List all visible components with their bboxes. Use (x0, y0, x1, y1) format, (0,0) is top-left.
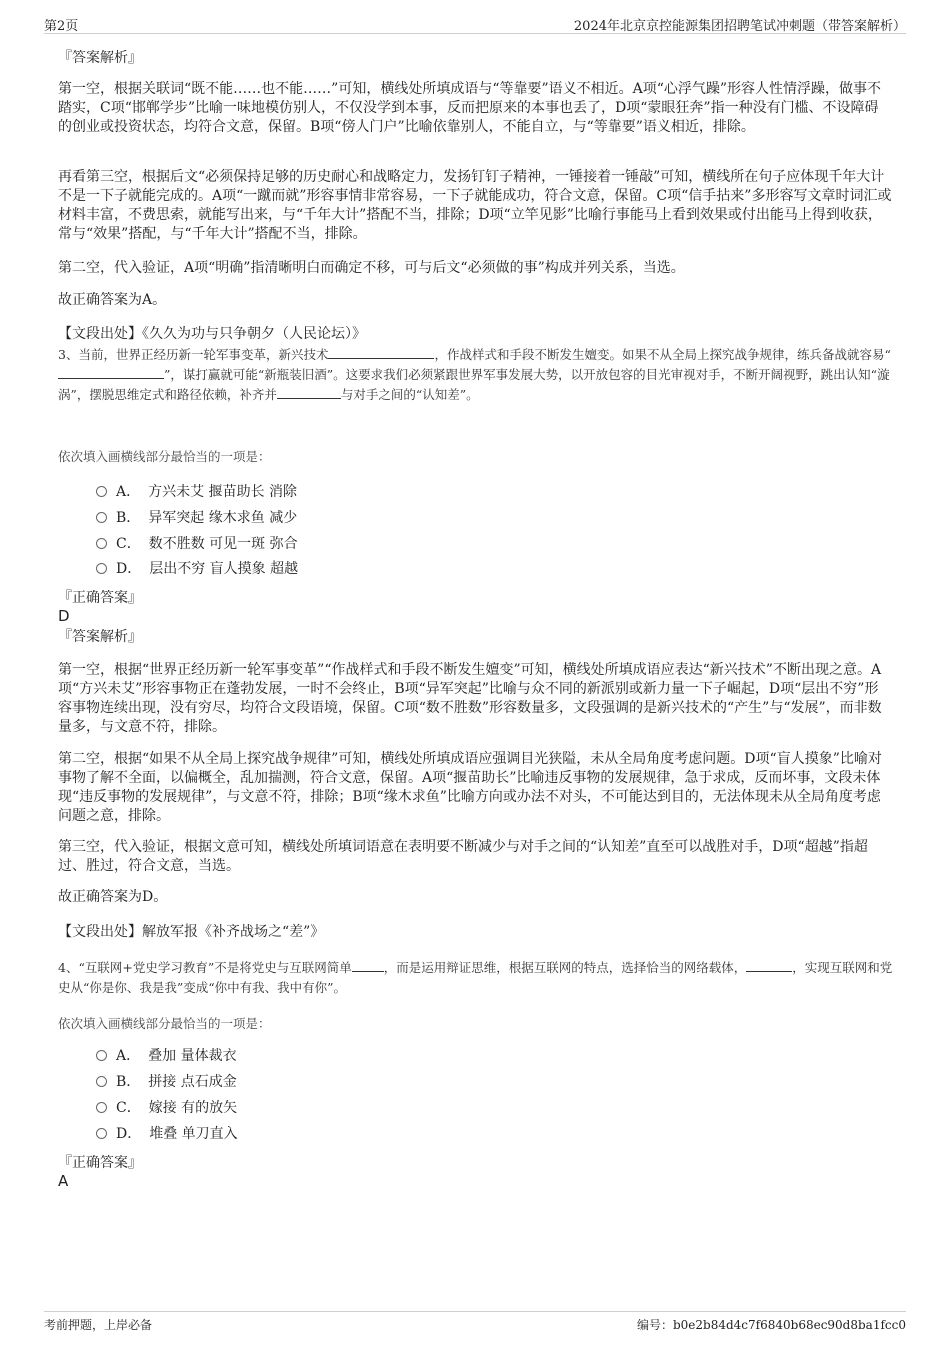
q4-option-a[interactable]: A． 叠加 量体裁衣 (96, 1046, 237, 1066)
radio-icon[interactable] (96, 486, 107, 497)
page-footer (44, 1311, 906, 1334)
radio-icon[interactable] (96, 1102, 107, 1113)
radio-icon[interactable] (96, 1076, 107, 1087)
radio-icon[interactable] (96, 563, 107, 574)
q3-analysis-label: 『答案解析』 (58, 629, 142, 645)
radio-icon[interactable] (96, 512, 107, 523)
document-code: 编号：b0e2b84d4c7f6840b68ec90d8ba1fcc0 (636, 1318, 906, 1332)
q3-answer: D (58, 607, 70, 625)
blank-2 (746, 959, 792, 972)
page-header (44, 13, 906, 34)
q2-analysis-label: 『答案解析』 (58, 50, 142, 66)
footer-slogan: 考前押题，上岸必备 (44, 1318, 153, 1332)
q3-source: 【文段出处】解放军报《补齐战场之“差”》 (58, 924, 325, 940)
q4-question-text: 4、“互联网+党史学习教育”不是将党史与互联网简单 ，而是运用辩证思维，根据互联网的特点，选择恰当的网络载体， ，实现互联网和党史从“你是你、我是我”变成“你中有我、我中有你”。 (58, 960, 893, 995)
q3-option-c[interactable]: C． 数不胜数 可见一斑 弥合 (96, 534, 298, 554)
q2-analysis-para-3: 第二空，代入验证，A项“明确”指清晰明白而确定不移，可与后文“必须做的事”构成并列关系，当选。 (58, 260, 685, 276)
q4-option-b[interactable]: B． 拼接 点石成金 (96, 1072, 237, 1092)
q2-source: 【文段出处】《久久为功与只争朝夕（人民论坛）》 (58, 326, 366, 342)
q3-option-a[interactable]: A． 方兴未艾 揠苗助长 消除 (96, 482, 297, 502)
document-title: 2024年北京京控能源集团招聘笔试冲刺题（带答案解析） (573, 19, 906, 34)
q3-analysis-para-1: 第一空，根据“世界正经历新一轮军事变革”“作战样式和手段不断发生嬗变”可知，横线处所填成语应表达“新兴技术”不断出现之意。A项“方兴未艾”形容事物正在蓬勃发展，一时不会终止，B项“异军突起”比喻与众不同的新派别或新力量一下子崛起，D项“层出不穷”形容事物连续出现，没有穷尽，均符合文段语境，保留。C项“数不胜数”形容数量多，文段强调的是新兴技术的“产生”与“发展”，而非数量多，与文意不符，排除。 (58, 662, 882, 735)
blank-2 (58, 366, 164, 379)
radio-icon[interactable] (96, 538, 107, 549)
q2-conclusion: 故正确答案为A。 (58, 292, 167, 308)
q3-analysis-para-2: 第二空，根据“如果不从全局上探究战争规律”可知，横线处所填成语应强调目光狭隘，未从全局角度考虑问题。D项“盲人摸象”比喻对事物了解不全面，以偏概全，乱加揣测，符合文意，保留。A项“揠苗助长”比喻违反事物的发展规律，急于求成，反而坏事，文段未体现“违反事物的发展规律”，与文意不符，排除；B项“缘木求鱼”比喻方向或办法不对头，不可能达到目的，无法体现未从全局角度考虑问题之意，排除。 (58, 751, 882, 824)
q3-analysis-para-3: 第三空，代入验证，根据文意可知，横线处所填词语意在表明要不断减少与对手之间的“认知差”直至可以战胜对手，D项“超越”指超过、胜过，符合文意，当选。 (58, 839, 868, 874)
q3-correct-label: 『正确答案』 (58, 590, 142, 606)
radio-icon[interactable] (96, 1128, 107, 1139)
blank-1 (352, 959, 384, 972)
q3-option-b[interactable]: B． 异军突起 缘木求鱼 减少 (96, 508, 297, 528)
page-number: 第2页 (44, 19, 79, 34)
blank-3 (277, 386, 341, 399)
q4-instruction: 依次填入画横线部分最恰当的一项是： (58, 1016, 271, 1031)
q4-option-d[interactable]: D． 堆叠 单刀直入 (96, 1124, 238, 1144)
q3-option-d[interactable]: D． 层出不穷 盲人摸象 超越 (96, 559, 298, 579)
q3-conclusion: 故正确答案为D。 (58, 889, 168, 905)
q4-correct-label: 『正确答案』 (58, 1155, 142, 1171)
blank-1 (328, 346, 434, 359)
q2-analysis-para-1: 第一空，根据关联词“既不能……也不能……”可知，横线处所填成语与“等靠要”语义不相近。A项“心浮气躁”形容人性情浮躁，做事不踏实，C项“邯郸学步”比喻一味地模仿别人，不仅没学到本事，反而把原来的本事也丢了，D项“蒙眼狂奔”指一种没有门槛、不设障碍的创业或投资状态，均符合文意，保留。B项“傍人门户”比喻依靠别人，不能自立，与“等靠要”语义相近，排除。 (58, 81, 882, 135)
q4-option-c[interactable]: C． 嫁接 有的放矢 (96, 1098, 237, 1118)
q3-question-text: 3、当前，世界正经历新一轮军事变革，新兴技术 ，作战样式和手段不断发生嬗变。如果不从全局上探究战争规律，练兵备战就容易“”，谋打赢就可能“新瓶装旧酒”。这要求我们必须紧跟世界军事发展大势，以开放包容的目光审视对手，不断开阔视野，跳出认知“漩涡”，摆脱思维定式和路径依赖，补齐并 与对手之间的“认知差”。 (58, 347, 891, 402)
q2-analysis-para-2: 再看第三空，根据后文“必须保持足够的历史耐心和战略定力，发扬钉钉子精神，一锤接着一锤敲”可知，横线所在句子应体现千年大计不是一下子就能完成的。A项“一蹴而就”形容事情非常容易，一下子就能成功，符合文意，保留。C项“信手拈来”多形容写文章时词汇或材料丰富，不费思索，就能写出来，与“千年大计”搭配不当，排除；D项“立竿见影”比喻行事能马上看到效果或付出能马上得到收获，常与“效果”搭配，与“千年大计”搭配不当，排除。 (58, 169, 892, 242)
q3-instruction: 依次填入画横线部分最恰当的一项是： (58, 449, 271, 464)
radio-icon[interactable] (96, 1050, 107, 1061)
q4-answer: A (58, 1172, 69, 1190)
